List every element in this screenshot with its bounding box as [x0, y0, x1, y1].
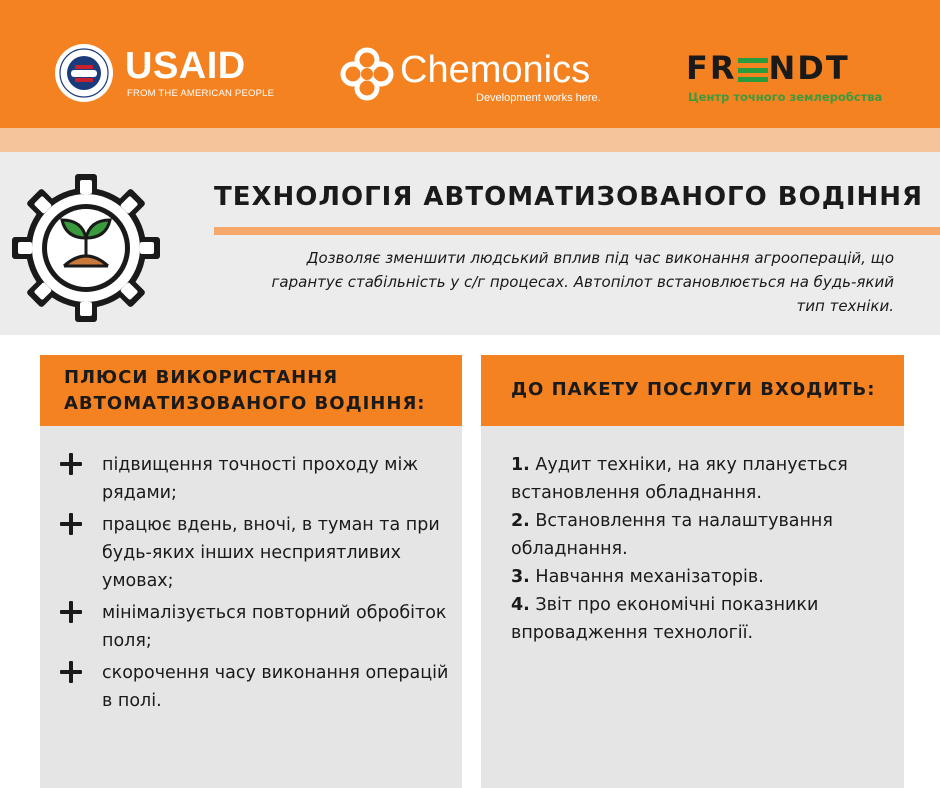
package-item-text: Навчання механізаторів. [535, 567, 764, 587]
frendt-e-bars-icon [738, 58, 768, 82]
list-item [60, 599, 450, 655]
intro-description: Дозволяє зменшити людський вплив під час виконання агрооперацій, що гарантує стабільність у с/г процесах. Автопілот встановлюється на будь-який тип техніки. [271, 249, 894, 315]
accent-stripe [0, 128, 940, 152]
chemonics-knot-icon [336, 44, 398, 104]
package-item-text: Звіт про економічні показники впровадження технології. [511, 595, 819, 643]
list-item [60, 511, 450, 595]
list-item [511, 451, 891, 507]
package-card [481, 355, 904, 788]
usaid-seal-icon [55, 44, 113, 102]
usaid-wordmark: USAID [125, 45, 246, 87]
gear-sprout-icon [10, 172, 162, 324]
list-item [60, 659, 450, 715]
usaid-tagline: FROM THE AMERICAN PEOPLE [127, 88, 275, 99]
item-number: 1. [511, 455, 530, 475]
chemonics-wordmark: Chemonics [400, 49, 591, 91]
frendt-wordmark: FR NDT [686, 49, 850, 87]
pros-list [60, 451, 450, 719]
list-item [511, 507, 891, 563]
list-item [511, 591, 891, 647]
plus-icon [60, 601, 82, 623]
item-number: 3. [511, 567, 530, 587]
frendt-tagline: Центр точного землеробства [688, 90, 883, 104]
pros-card [40, 355, 462, 788]
package-title: ДО ПАКЕТУ ПОСЛУГИ ВХОДИТЬ: [511, 379, 876, 400]
pros-item-text: підвищення точності проходу між рядами; [102, 455, 419, 503]
pros-item-text: працює вдень, вночі, в туман та при будь-яких інших несприятливих умовах; [102, 515, 440, 591]
package-item-text: Аудит техніки, на яку планується встановлення обладнання. [511, 455, 848, 503]
package-item-text: Встановлення та налаштування обладнання. [511, 511, 833, 559]
page-title: ТЕХНОЛОГІЯ АВТОМАТИЗОВАНОГО ВОДІННЯ [214, 182, 924, 212]
package-list [511, 451, 891, 647]
title-underline [214, 227, 940, 235]
list-item [511, 563, 891, 591]
plus-icon [60, 453, 82, 475]
item-number: 4. [511, 595, 530, 615]
plus-icon [60, 661, 82, 683]
plus-icon [60, 513, 82, 535]
chemonics-tagline: Development works here. [476, 92, 601, 104]
item-number: 2. [511, 511, 530, 531]
list-item [60, 451, 450, 507]
pros-item-text: скорочення часу виконання операцій в полі. [102, 663, 449, 711]
pros-card-header [40, 355, 462, 426]
pros-item-text: мінімалізується повторний обробіток поля; [102, 603, 447, 651]
pros-title: ПЛЮСИ ВИКОРИСТАННЯ АВТОМАТИЗОВАНОГО ВОДІННЯ: [64, 367, 426, 414]
package-card-header [481, 355, 904, 426]
